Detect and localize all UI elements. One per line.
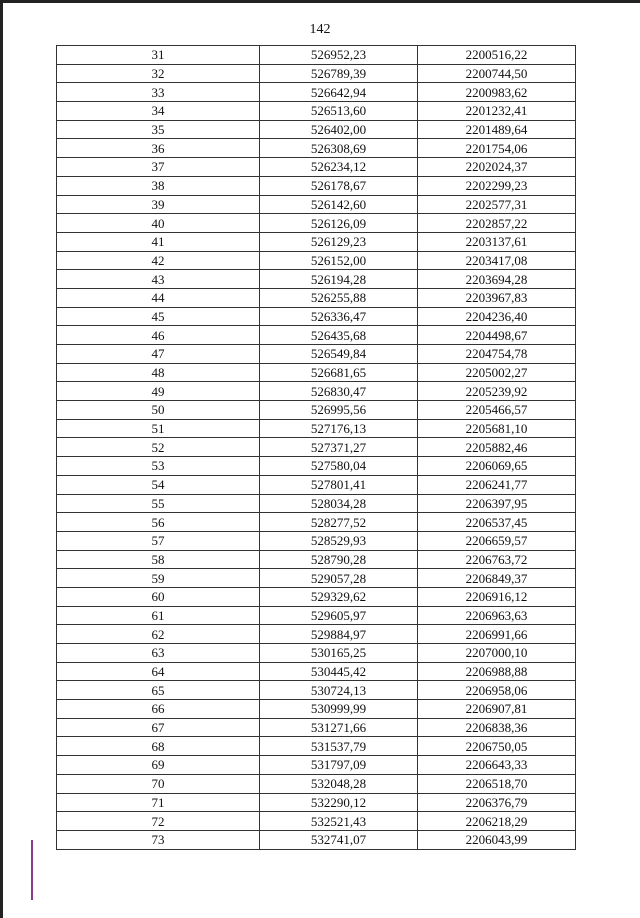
table-row bbox=[57, 587, 576, 606]
x-coordinate-cell: 526549,84 bbox=[260, 345, 418, 364]
y-coordinate-cell: 2200744,50 bbox=[418, 64, 576, 83]
point-number-cell: 72 bbox=[57, 812, 260, 831]
point-number-cell: 56 bbox=[57, 513, 260, 532]
point-number-cell: 43 bbox=[57, 270, 260, 289]
x-coordinate-cell: 528277,52 bbox=[260, 513, 418, 532]
point-number-cell: 37 bbox=[57, 158, 260, 177]
table-row bbox=[57, 737, 576, 756]
point-number-cell: 64 bbox=[57, 662, 260, 681]
table-row bbox=[57, 550, 576, 569]
x-coordinate-cell: 526129,23 bbox=[260, 232, 418, 251]
point-number-cell: 48 bbox=[57, 363, 260, 382]
table-row bbox=[57, 214, 576, 233]
point-number-cell: 62 bbox=[57, 625, 260, 644]
y-coordinate-cell: 2205882,46 bbox=[418, 438, 576, 457]
y-coordinate-cell: 2206907,81 bbox=[418, 700, 576, 719]
x-coordinate-cell: 526142,60 bbox=[260, 195, 418, 214]
y-coordinate-cell: 2204754,78 bbox=[418, 345, 576, 364]
y-coordinate-cell: 2202024,37 bbox=[418, 158, 576, 177]
point-number-cell: 59 bbox=[57, 569, 260, 588]
x-coordinate-cell: 526402,00 bbox=[260, 120, 418, 139]
x-coordinate-cell: 527801,41 bbox=[260, 475, 418, 494]
y-coordinate-cell: 2205681,10 bbox=[418, 419, 576, 438]
point-number-cell: 40 bbox=[57, 214, 260, 233]
point-number-cell: 57 bbox=[57, 531, 260, 550]
y-coordinate-cell: 2206849,37 bbox=[418, 569, 576, 588]
x-coordinate-cell: 532741,07 bbox=[260, 830, 418, 849]
table-row bbox=[57, 700, 576, 719]
table-row bbox=[57, 681, 576, 700]
table-row bbox=[57, 158, 576, 177]
point-number-cell: 41 bbox=[57, 232, 260, 251]
point-number-cell: 58 bbox=[57, 550, 260, 569]
x-coordinate-cell: 526194,28 bbox=[260, 270, 418, 289]
x-coordinate-cell: 529057,28 bbox=[260, 569, 418, 588]
y-coordinate-cell: 2200983,62 bbox=[418, 83, 576, 102]
point-number-cell: 52 bbox=[57, 438, 260, 457]
y-coordinate-cell: 2203417,08 bbox=[418, 251, 576, 270]
y-coordinate-cell: 2200516,22 bbox=[418, 46, 576, 65]
x-coordinate-cell: 526255,88 bbox=[260, 288, 418, 307]
table-row bbox=[57, 176, 576, 195]
point-number-cell: 38 bbox=[57, 176, 260, 195]
point-number-cell: 66 bbox=[57, 700, 260, 719]
point-number-cell: 63 bbox=[57, 644, 260, 663]
y-coordinate-cell: 2207000,10 bbox=[418, 644, 576, 663]
table-row bbox=[57, 438, 576, 457]
x-coordinate-cell: 526435,68 bbox=[260, 326, 418, 345]
table-row bbox=[57, 251, 576, 270]
x-coordinate-cell: 528529,93 bbox=[260, 531, 418, 550]
scan-border-left bbox=[0, 0, 3, 918]
x-coordinate-cell: 526178,67 bbox=[260, 176, 418, 195]
point-number-cell: 33 bbox=[57, 83, 260, 102]
y-coordinate-cell: 2205239,92 bbox=[418, 382, 576, 401]
table-row bbox=[57, 625, 576, 644]
point-number-cell: 68 bbox=[57, 737, 260, 756]
y-coordinate-cell: 2206659,57 bbox=[418, 531, 576, 550]
point-number-cell: 70 bbox=[57, 774, 260, 793]
table-row bbox=[57, 494, 576, 513]
x-coordinate-cell: 526513,60 bbox=[260, 102, 418, 121]
x-coordinate-cell: 526336,47 bbox=[260, 307, 418, 326]
x-coordinate-cell: 530724,13 bbox=[260, 681, 418, 700]
point-number-cell: 73 bbox=[57, 830, 260, 849]
x-coordinate-cell: 531271,66 bbox=[260, 718, 418, 737]
x-coordinate-cell: 527580,04 bbox=[260, 457, 418, 476]
point-number-cell: 49 bbox=[57, 382, 260, 401]
point-number-cell: 51 bbox=[57, 419, 260, 438]
table-row bbox=[57, 345, 576, 364]
x-coordinate-cell: 528034,28 bbox=[260, 494, 418, 513]
x-coordinate-cell: 527176,13 bbox=[260, 419, 418, 438]
y-coordinate-cell: 2204498,67 bbox=[418, 326, 576, 345]
point-number-cell: 53 bbox=[57, 457, 260, 476]
point-number-cell: 60 bbox=[57, 587, 260, 606]
y-coordinate-cell: 2202577,31 bbox=[418, 195, 576, 214]
table-row bbox=[57, 812, 576, 831]
x-coordinate-cell: 529605,97 bbox=[260, 606, 418, 625]
y-coordinate-cell: 2206838,36 bbox=[418, 718, 576, 737]
table-row bbox=[57, 401, 576, 420]
table-row bbox=[57, 662, 576, 681]
table-row bbox=[57, 46, 576, 65]
coordinates-table bbox=[56, 45, 576, 850]
x-coordinate-cell: 526234,12 bbox=[260, 158, 418, 177]
table-row bbox=[57, 774, 576, 793]
y-coordinate-cell: 2206988,88 bbox=[418, 662, 576, 681]
y-coordinate-cell: 2206043,99 bbox=[418, 830, 576, 849]
x-coordinate-cell: 527371,27 bbox=[260, 438, 418, 457]
table-row bbox=[57, 102, 576, 121]
table-row bbox=[57, 756, 576, 775]
table-row bbox=[57, 457, 576, 476]
point-number-cell: 55 bbox=[57, 494, 260, 513]
y-coordinate-cell: 2201232,41 bbox=[418, 102, 576, 121]
point-number-cell: 46 bbox=[57, 326, 260, 345]
point-number-cell: 69 bbox=[57, 756, 260, 775]
table-row bbox=[57, 139, 576, 158]
point-number-cell: 42 bbox=[57, 251, 260, 270]
table-row bbox=[57, 569, 576, 588]
point-number-cell: 44 bbox=[57, 288, 260, 307]
y-coordinate-cell: 2206763,72 bbox=[418, 550, 576, 569]
table-row bbox=[57, 64, 576, 83]
page-number: 142 bbox=[309, 22, 331, 37]
x-coordinate-cell: 532290,12 bbox=[260, 793, 418, 812]
x-coordinate-cell: 526126,09 bbox=[260, 214, 418, 233]
point-number-cell: 36 bbox=[57, 139, 260, 158]
margin-mark bbox=[31, 840, 33, 900]
point-number-cell: 45 bbox=[57, 307, 260, 326]
y-coordinate-cell: 2206963,63 bbox=[418, 606, 576, 625]
scan-border-top bbox=[0, 0, 640, 3]
x-coordinate-cell: 526952,23 bbox=[260, 46, 418, 65]
x-coordinate-cell: 526681,65 bbox=[260, 363, 418, 382]
y-coordinate-cell: 2206218,29 bbox=[418, 812, 576, 831]
y-coordinate-cell: 2201489,64 bbox=[418, 120, 576, 139]
y-coordinate-cell: 2206241,77 bbox=[418, 475, 576, 494]
x-coordinate-cell: 531797,09 bbox=[260, 756, 418, 775]
y-coordinate-cell: 2203694,28 bbox=[418, 270, 576, 289]
x-coordinate-cell: 526642,94 bbox=[260, 83, 418, 102]
y-coordinate-cell: 2205466,57 bbox=[418, 401, 576, 420]
table-row bbox=[57, 270, 576, 289]
table-row bbox=[57, 307, 576, 326]
y-coordinate-cell: 2203967,83 bbox=[418, 288, 576, 307]
point-number-cell: 65 bbox=[57, 681, 260, 700]
point-number-cell: 61 bbox=[57, 606, 260, 625]
x-coordinate-cell: 528790,28 bbox=[260, 550, 418, 569]
x-coordinate-cell: 531537,79 bbox=[260, 737, 418, 756]
table-row bbox=[57, 326, 576, 345]
table-row bbox=[57, 793, 576, 812]
y-coordinate-cell: 2205002,27 bbox=[418, 363, 576, 382]
table-row bbox=[57, 120, 576, 139]
x-coordinate-cell: 526152,00 bbox=[260, 251, 418, 270]
y-coordinate-cell: 2201754,06 bbox=[418, 139, 576, 158]
table-row bbox=[57, 644, 576, 663]
y-coordinate-cell: 2206750,05 bbox=[418, 737, 576, 756]
table-row bbox=[57, 606, 576, 625]
y-coordinate-cell: 2204236,40 bbox=[418, 307, 576, 326]
y-coordinate-cell: 2202857,22 bbox=[418, 214, 576, 233]
x-coordinate-cell: 530999,99 bbox=[260, 700, 418, 719]
y-coordinate-cell: 2206518,70 bbox=[418, 774, 576, 793]
y-coordinate-cell: 2203137,61 bbox=[418, 232, 576, 251]
x-coordinate-cell: 529329,62 bbox=[260, 587, 418, 606]
point-number-cell: 34 bbox=[57, 102, 260, 121]
point-number-cell: 39 bbox=[57, 195, 260, 214]
point-number-cell: 35 bbox=[57, 120, 260, 139]
y-coordinate-cell: 2206376,79 bbox=[418, 793, 576, 812]
x-coordinate-cell: 530165,25 bbox=[260, 644, 418, 663]
point-number-cell: 47 bbox=[57, 345, 260, 364]
y-coordinate-cell: 2202299,23 bbox=[418, 176, 576, 195]
point-number-cell: 67 bbox=[57, 718, 260, 737]
y-coordinate-cell: 2206916,12 bbox=[418, 587, 576, 606]
table-row bbox=[57, 83, 576, 102]
y-coordinate-cell: 2206397,95 bbox=[418, 494, 576, 513]
table-row bbox=[57, 382, 576, 401]
y-coordinate-cell: 2206537,45 bbox=[418, 513, 576, 532]
x-coordinate-cell: 530445,42 bbox=[260, 662, 418, 681]
table-row bbox=[57, 288, 576, 307]
table-row bbox=[57, 195, 576, 214]
point-number-cell: 50 bbox=[57, 401, 260, 420]
point-number-cell: 32 bbox=[57, 64, 260, 83]
y-coordinate-cell: 2206958,06 bbox=[418, 681, 576, 700]
point-number-cell: 71 bbox=[57, 793, 260, 812]
table-row bbox=[57, 718, 576, 737]
table-row bbox=[57, 830, 576, 849]
x-coordinate-cell: 529884,97 bbox=[260, 625, 418, 644]
x-coordinate-cell: 526830,47 bbox=[260, 382, 418, 401]
x-coordinate-cell: 526789,39 bbox=[260, 64, 418, 83]
x-coordinate-cell: 532048,28 bbox=[260, 774, 418, 793]
y-coordinate-cell: 2206069,65 bbox=[418, 457, 576, 476]
table-row bbox=[57, 419, 576, 438]
x-coordinate-cell: 532521,43 bbox=[260, 812, 418, 831]
x-coordinate-cell: 526308,69 bbox=[260, 139, 418, 158]
y-coordinate-cell: 2206991,66 bbox=[418, 625, 576, 644]
coordinates-table-body bbox=[57, 46, 576, 850]
y-coordinate-cell: 2206643,33 bbox=[418, 756, 576, 775]
table-row bbox=[57, 531, 576, 550]
table-row bbox=[57, 475, 576, 494]
x-coordinate-cell: 526995,56 bbox=[260, 401, 418, 420]
table-row bbox=[57, 363, 576, 382]
table-row bbox=[57, 513, 576, 532]
point-number-cell: 54 bbox=[57, 475, 260, 494]
point-number-cell: 31 bbox=[57, 46, 260, 65]
table-row bbox=[57, 232, 576, 251]
